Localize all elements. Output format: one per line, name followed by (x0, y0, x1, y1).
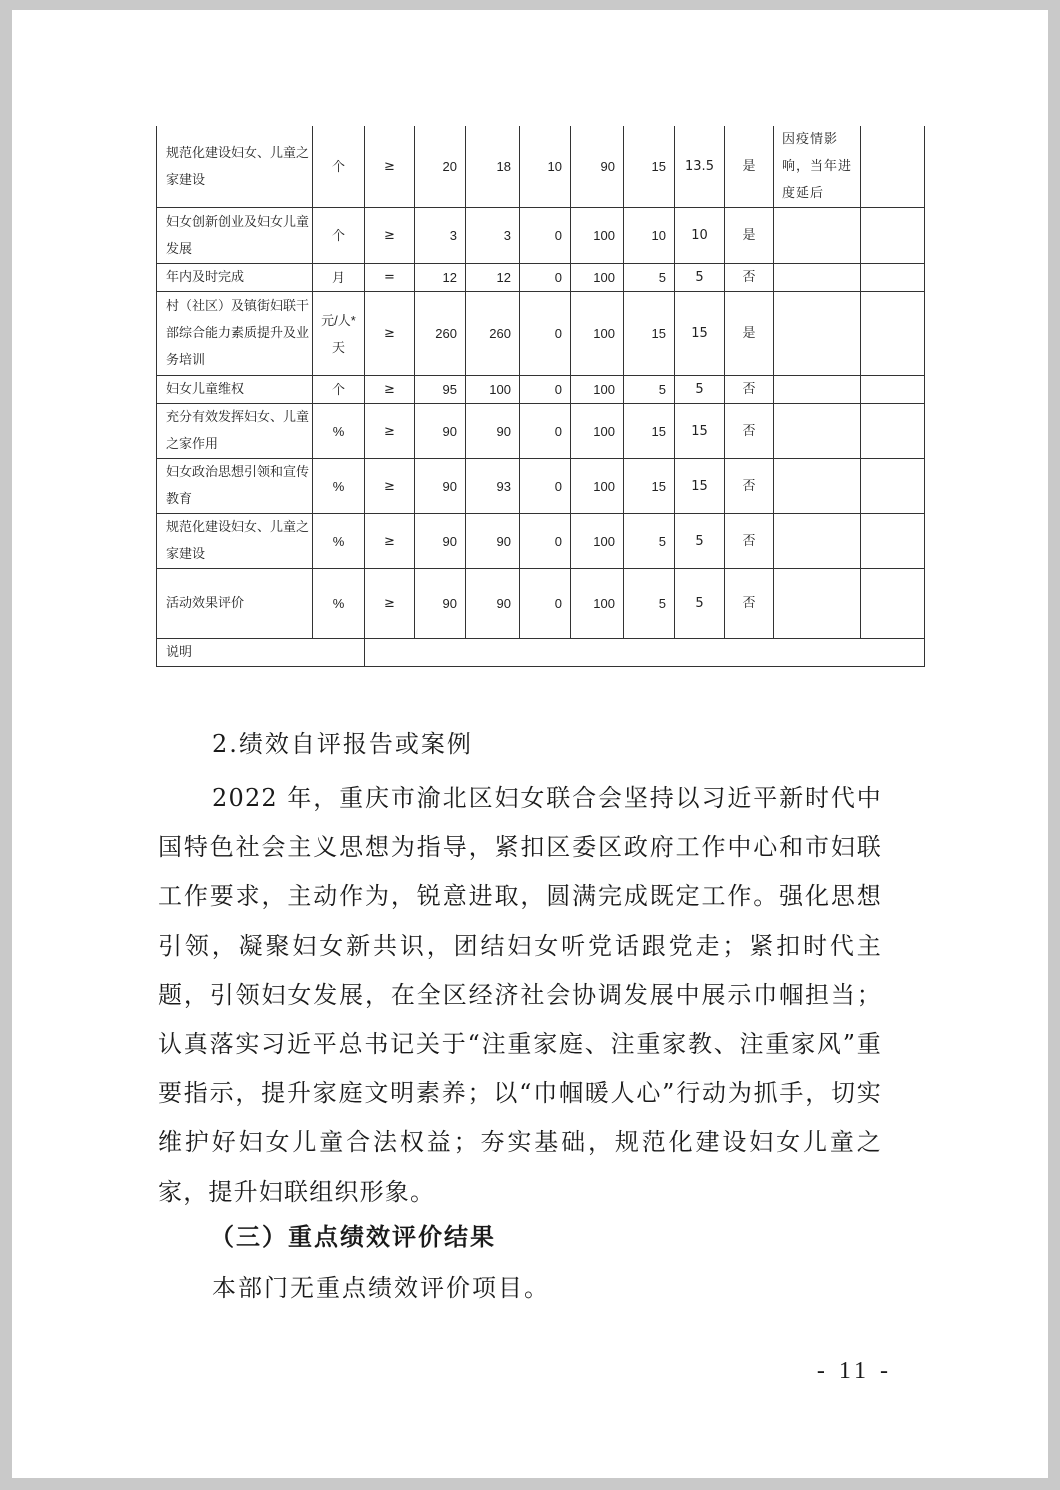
body-paragraph: 2022 年，重庆市渝北区妇女联合会坚持以习近平新时代中国特色社会主义思想为指导，紧扣区委区政府工作中心和市妇联工作要求，主动作为，锐意进取，圆满完成既定工作。强化思想引领，凝聚妇女新共识，团结妇女听党话跟党走；紧扣时代主题，引领妇女发展，在全区经济社会协调发展中展示巾帼担当；认真落实习近平总书记关于“注重家庭、注重家教、注重家风”重要指示，提升家庭文明素养；以“巾帼暖人心”行动为抓手，切实维护好妇女儿童合法权益；夯实基础，规范化建设妇女儿童之家，提升妇联组织形象。 (158, 784, 882, 1206)
indicator-rate: 100 (571, 459, 624, 514)
indicator-rate: 100 (571, 292, 624, 376)
table-row (157, 264, 925, 292)
empty-cell (861, 459, 925, 514)
indicator-name: 充分有效发挥妇女、儿童之家作用 (157, 404, 313, 459)
indicator-weight: 5 (624, 514, 675, 569)
indicator-deviation: 0 (520, 404, 571, 459)
indicator-score: 15 (675, 459, 725, 514)
indicator-flag: 否 (725, 376, 774, 404)
indicator-score: 13.5 (675, 126, 725, 208)
empty-cell (861, 569, 925, 639)
indicator-remark (774, 208, 861, 264)
indicator-name: 活动效果评价 (157, 569, 313, 639)
indicator-weight: 5 (624, 376, 675, 404)
indicator-actual: 90 (466, 569, 520, 639)
indicator-name: 规范化建设妇女、儿童之家建设 (157, 126, 313, 208)
indicator-rate: 100 (571, 208, 624, 264)
indicator-unit: % (313, 459, 365, 514)
indicator-deviation: 0 (520, 569, 571, 639)
indicator-operator: ≥ (365, 126, 415, 208)
indicator-rate: 100 (571, 376, 624, 404)
indicator-flag: 是 (725, 126, 774, 208)
indicator-target: 90 (415, 404, 466, 459)
indicator-unit: 元/人*天 (313, 292, 365, 376)
empty-cell (861, 514, 925, 569)
empty-cell (861, 404, 925, 459)
indicator-score: 10 (675, 208, 725, 264)
indicator-remark (774, 404, 861, 459)
table-body (157, 126, 925, 667)
indicator-flag: 否 (725, 569, 774, 639)
indicator-flag: 否 (725, 264, 774, 292)
indicator-target: 90 (415, 459, 466, 514)
subsection-heading: （三）重点绩效评价结果 (210, 1222, 496, 1251)
indicator-score: 5 (675, 264, 725, 292)
indicator-deviation: 0 (520, 514, 571, 569)
indicator-weight: 5 (624, 569, 675, 639)
indicator-weight: 5 (624, 264, 675, 292)
table-row (157, 292, 925, 376)
indicator-operator: ≥ (365, 459, 415, 514)
indicator-actual: 260 (466, 292, 520, 376)
indicator-actual: 3 (466, 208, 520, 264)
indicator-target: 95 (415, 376, 466, 404)
indicator-target: 12 (415, 264, 466, 292)
indicator-unit: 个 (313, 126, 365, 208)
indicator-name: 妇女创新创业及妇女儿童发展 (157, 208, 313, 264)
indicator-deviation: 0 (520, 292, 571, 376)
indicator-actual: 90 (466, 514, 520, 569)
page-number: - 11 - (816, 1358, 892, 1384)
indicator-operator: ≥ (365, 208, 415, 264)
indicator-remark (774, 292, 861, 376)
indicator-score: 5 (675, 514, 725, 569)
table-row (157, 514, 925, 569)
indicator-operator: = (365, 264, 415, 292)
indicator-unit: % (313, 569, 365, 639)
indicator-unit: % (313, 404, 365, 459)
indicator-remark (774, 376, 861, 404)
indicator-name: 年内及时完成 (157, 264, 313, 292)
indicator-target: 20 (415, 126, 466, 208)
indicator-score: 15 (675, 404, 725, 459)
table-row (157, 376, 925, 404)
indicator-weight: 15 (624, 292, 675, 376)
indicator-actual: 12 (466, 264, 520, 292)
table-row (157, 569, 925, 639)
closing-text: 本部门无重点绩效评价项目。 (212, 1274, 550, 1302)
indicator-flag: 否 (725, 459, 774, 514)
indicator-remark (774, 264, 861, 292)
indicator-operator: ≥ (365, 514, 415, 569)
indicator-name: 妇女政治思想引领和宣传教育 (157, 459, 313, 514)
indicator-weight: 15 (624, 459, 675, 514)
indicator-target: 90 (415, 569, 466, 639)
indicator-rate: 100 (571, 404, 624, 459)
indicator-deviation: 10 (520, 126, 571, 208)
indicator-target: 3 (415, 208, 466, 264)
empty-cell (861, 292, 925, 376)
indicator-unit: % (313, 514, 365, 569)
indicator-name: 村（社区）及镇街妇联干部综合能力素质提升及业务培训 (157, 292, 313, 376)
indicator-target: 90 (415, 514, 466, 569)
indicator-unit: 月 (313, 264, 365, 292)
indicator-unit: 个 (313, 376, 365, 404)
indicator-name: 规范化建设妇女、儿童之家建设 (157, 514, 313, 569)
table-row (157, 459, 925, 514)
indicator-score: 5 (675, 376, 725, 404)
indicator-weight: 10 (624, 208, 675, 264)
indicator-flag: 否 (725, 514, 774, 569)
indicator-deviation: 0 (520, 208, 571, 264)
empty-cell (861, 208, 925, 264)
table-row (157, 208, 925, 264)
indicator-operator: ≥ (365, 376, 415, 404)
indicator-target: 260 (415, 292, 466, 376)
indicator-operator: ≥ (365, 404, 415, 459)
indicator-flag: 是 (725, 208, 774, 264)
indicator-score: 5 (675, 569, 725, 639)
table-row (157, 126, 925, 208)
indicator-flag: 是 (725, 292, 774, 376)
indicator-remark (774, 569, 861, 639)
section-heading: 2.绩效自评报告或案例 (212, 730, 473, 758)
table-row (157, 404, 925, 459)
note-content (365, 639, 925, 667)
indicator-name: 妇女儿童维权 (157, 376, 313, 404)
indicator-remark: 因疫情影响，当年进度延后 (774, 126, 861, 208)
note-row (157, 639, 925, 667)
indicator-actual: 93 (466, 459, 520, 514)
indicator-deviation: 0 (520, 264, 571, 292)
note-label: 说明 (157, 639, 365, 667)
indicator-rate: 100 (571, 569, 624, 639)
empty-cell (861, 126, 925, 208)
indicator-remark (774, 459, 861, 514)
empty-cell (861, 264, 925, 292)
indicator-deviation: 0 (520, 459, 571, 514)
indicator-weight: 15 (624, 126, 675, 208)
indicator-rate: 100 (571, 514, 624, 569)
indicator-unit: 个 (313, 208, 365, 264)
indicator-actual: 100 (466, 376, 520, 404)
indicator-actual: 18 (466, 126, 520, 208)
indicator-remark (774, 514, 861, 569)
indicator-score: 15 (675, 292, 725, 376)
indicator-rate: 100 (571, 264, 624, 292)
indicator-deviation: 0 (520, 376, 571, 404)
indicator-rate: 90 (571, 126, 624, 208)
indicator-weight: 15 (624, 404, 675, 459)
indicator-flag: 否 (725, 404, 774, 459)
empty-cell (861, 376, 925, 404)
indicator-operator: ≥ (365, 569, 415, 639)
performance-indicator-table (156, 126, 925, 667)
indicator-actual: 90 (466, 404, 520, 459)
indicator-operator: ≥ (365, 292, 415, 376)
